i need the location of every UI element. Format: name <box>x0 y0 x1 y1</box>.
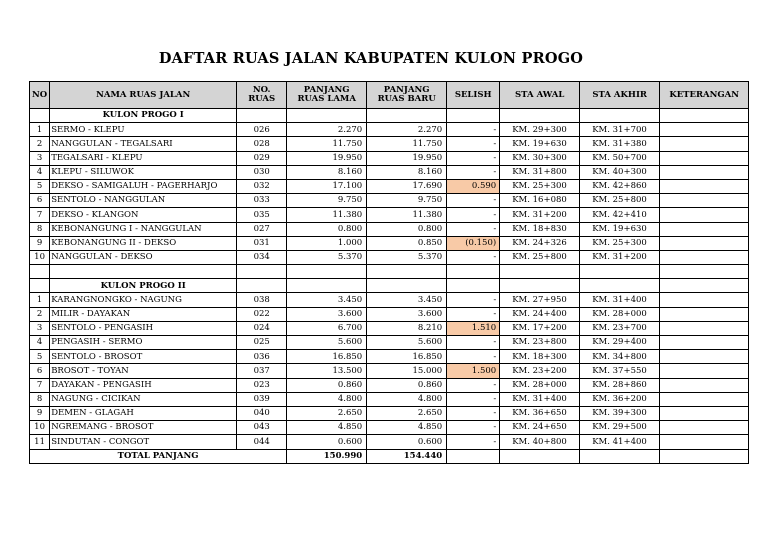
note <box>660 236 749 250</box>
empty-cell <box>287 279 367 293</box>
table-row <box>30 378 749 392</box>
empty-cell <box>580 449 660 463</box>
total-row <box>30 449 749 463</box>
sta-end: KM. 31+380 <box>580 137 660 151</box>
empty-cell <box>237 279 287 293</box>
sta-end: KM. 41+400 <box>580 435 660 449</box>
old-length: 8.160 <box>287 165 367 179</box>
sta-start: KM. 23+200 <box>500 364 580 378</box>
row-number: 2 <box>30 307 50 321</box>
road-code: 040 <box>237 406 287 420</box>
new-length: 9.750 <box>367 194 447 208</box>
sta-end: KM. 34+800 <box>580 350 660 364</box>
road-name: SERMO - KLEPU <box>50 123 237 137</box>
note <box>660 250 749 264</box>
sta-start: KM. 27+950 <box>500 293 580 307</box>
note <box>660 151 749 165</box>
new-length: 0.800 <box>367 222 447 236</box>
empty-cell <box>580 279 660 293</box>
header-road-number: NO. RUAS <box>237 82 287 109</box>
table-row <box>30 123 749 137</box>
row-number: 8 <box>30 392 50 406</box>
table-row <box>30 392 749 406</box>
sta-end: KM. 29+500 <box>580 421 660 435</box>
note <box>660 364 749 378</box>
road-name: SENTOLO - NANGGULAN <box>50 194 237 208</box>
sta-end: KM. 31+200 <box>580 250 660 264</box>
row-number: 4 <box>30 336 50 350</box>
sta-start: KM. 29+300 <box>500 123 580 137</box>
new-length: 15.000 <box>367 364 447 378</box>
road-name: KARANGNONGKO - NAGUNG <box>50 293 237 307</box>
length-difference: - <box>447 378 500 392</box>
header-sta-end: STA AKHIR <box>580 82 660 109</box>
empty-cell <box>660 265 749 279</box>
old-length: 13.500 <box>287 364 367 378</box>
road-code: 044 <box>237 435 287 449</box>
row-number: 9 <box>30 236 50 250</box>
note <box>660 194 749 208</box>
header-sta-start: STA AWAL <box>500 82 580 109</box>
empty-cell <box>447 449 500 463</box>
table-header-row <box>30 82 749 109</box>
road-list-table <box>29 81 749 464</box>
row-number: 7 <box>30 378 50 392</box>
length-difference: - <box>447 123 500 137</box>
sta-start: KM. 19+630 <box>500 137 580 151</box>
empty-cell <box>30 279 50 293</box>
row-number: 10 <box>30 421 50 435</box>
road-name: TEGALSARI - KLEPU <box>50 151 237 165</box>
sta-start: KM. 17+200 <box>500 321 580 335</box>
new-length: 5.600 <box>367 336 447 350</box>
length-difference: - <box>447 435 500 449</box>
row-number: 6 <box>30 194 50 208</box>
old-length: 4.850 <box>287 421 367 435</box>
road-name: NAGUNG - CICIKAN <box>50 392 237 406</box>
new-length: 8.160 <box>367 165 447 179</box>
old-length: 9.750 <box>287 194 367 208</box>
table-row <box>30 165 749 179</box>
length-difference: 1.500 <box>447 364 500 378</box>
note <box>660 336 749 350</box>
new-length: 2.270 <box>367 123 447 137</box>
road-code: 025 <box>237 336 287 350</box>
empty-cell <box>367 279 447 293</box>
note <box>660 208 749 222</box>
empty-cell <box>50 265 237 279</box>
new-length: 5.370 <box>367 250 447 264</box>
table-row <box>30 364 749 378</box>
sta-start: KM. 24+650 <box>500 421 580 435</box>
empty-cell <box>30 265 50 279</box>
sta-start: KM. 31+800 <box>500 165 580 179</box>
sta-end: KM. 19+630 <box>580 222 660 236</box>
sta-end: KM. 39+300 <box>580 406 660 420</box>
row-number: 9 <box>30 406 50 420</box>
old-length: 19.950 <box>287 151 367 165</box>
old-length: 3.600 <box>287 307 367 321</box>
old-length: 17.100 <box>287 179 367 193</box>
sta-start: KM. 31+400 <box>500 392 580 406</box>
note <box>660 307 749 321</box>
length-difference: - <box>447 336 500 350</box>
sta-start: KM. 28+000 <box>500 378 580 392</box>
old-length: 6.700 <box>287 321 367 335</box>
new-length: 0.600 <box>367 435 447 449</box>
empty-cell <box>500 265 580 279</box>
note <box>660 406 749 420</box>
sta-start: KM. 18+830 <box>500 222 580 236</box>
sta-start: KM. 30+300 <box>500 151 580 165</box>
table-row <box>30 151 749 165</box>
length-difference: - <box>447 350 500 364</box>
old-length: 16.850 <box>287 350 367 364</box>
road-code: 031 <box>237 236 287 250</box>
road-code: 028 <box>237 137 287 151</box>
old-length: 1.000 <box>287 236 367 250</box>
sta-start: KM. 40+800 <box>500 435 580 449</box>
note <box>660 421 749 435</box>
new-length: 2.650 <box>367 406 447 420</box>
road-code: 027 <box>237 222 287 236</box>
document-title: DAFTAR RUAS JALAN KABUPATEN KULON PROGO <box>158 50 584 67</box>
note <box>660 222 749 236</box>
road-name: DEKSO - KLANGON <box>50 208 237 222</box>
road-code: 026 <box>237 123 287 137</box>
header-road-name: NAMA RUAS JALAN <box>50 82 237 109</box>
road-name: DEMEN - GLAGAH <box>50 406 237 420</box>
header-old-length: PANJANG RUAS LAMA <box>287 82 367 109</box>
sta-start: KM. 25+300 <box>500 179 580 193</box>
table-row <box>30 350 749 364</box>
row-number: 5 <box>30 350 50 364</box>
road-name: SINDUTAN - CONGOT <box>50 435 237 449</box>
sta-end: KM. 25+800 <box>580 194 660 208</box>
total-new-length: 154.440 <box>367 449 447 463</box>
length-difference: - <box>447 194 500 208</box>
sta-end: KM. 36+200 <box>580 392 660 406</box>
note <box>660 137 749 151</box>
table-row <box>30 222 749 236</box>
empty-cell <box>287 265 367 279</box>
empty-cell <box>237 109 287 123</box>
note <box>660 350 749 364</box>
table-row <box>30 336 749 350</box>
row-number: 10 <box>30 250 50 264</box>
empty-cell <box>500 449 580 463</box>
old-length: 0.860 <box>287 378 367 392</box>
new-length: 11.380 <box>367 208 447 222</box>
road-code: 023 <box>237 378 287 392</box>
table-body <box>30 109 749 464</box>
sta-start: KM. 31+200 <box>500 208 580 222</box>
table-row <box>30 179 749 193</box>
new-length: 17.690 <box>367 179 447 193</box>
new-length: 4.800 <box>367 392 447 406</box>
old-length: 5.370 <box>287 250 367 264</box>
row-number: 1 <box>30 293 50 307</box>
road-code: 038 <box>237 293 287 307</box>
road-name: MILIR - DAYAKAN <box>50 307 237 321</box>
sta-end: KM. 31+700 <box>580 123 660 137</box>
empty-cell <box>660 449 749 463</box>
road-code: 032 <box>237 179 287 193</box>
road-code: 024 <box>237 321 287 335</box>
total-old-length: 150.990 <box>287 449 367 463</box>
table-row <box>30 293 749 307</box>
sta-end: KM. 40+300 <box>580 165 660 179</box>
spacer-row <box>30 265 749 279</box>
old-length: 4.800 <box>287 392 367 406</box>
table-row <box>30 236 749 250</box>
road-name: PENGASIH - SERMO <box>50 336 237 350</box>
length-difference: - <box>447 208 500 222</box>
length-difference: - <box>447 151 500 165</box>
header-note: KETERANGAN <box>660 82 749 109</box>
row-number: 7 <box>30 208 50 222</box>
empty-cell <box>580 265 660 279</box>
road-code: 039 <box>237 392 287 406</box>
sta-end: KM. 42+860 <box>580 179 660 193</box>
road-name: KEBONANGUNG I - NANGGULAN <box>50 222 237 236</box>
sta-end: KM. 42+410 <box>580 208 660 222</box>
road-name: BROSOT - TOYAN <box>50 364 237 378</box>
old-length: 2.270 <box>287 123 367 137</box>
note <box>660 179 749 193</box>
sta-start: KM. 36+650 <box>500 406 580 420</box>
header-difference: SELISH <box>447 82 500 109</box>
sta-end: KM. 28+000 <box>580 307 660 321</box>
sta-start: KM. 18+300 <box>500 350 580 364</box>
length-difference: - <box>447 250 500 264</box>
road-name: KEBONANGUNG II - DEKSO <box>50 236 237 250</box>
road-code: 043 <box>237 421 287 435</box>
sta-end: KM. 50+700 <box>580 151 660 165</box>
empty-cell <box>367 109 447 123</box>
row-number: 4 <box>30 165 50 179</box>
sta-end: KM. 23+700 <box>580 321 660 335</box>
new-length: 19.950 <box>367 151 447 165</box>
note <box>660 123 749 137</box>
empty-cell <box>660 279 749 293</box>
sta-start: KM. 23+800 <box>500 336 580 350</box>
table-row <box>30 194 749 208</box>
road-name: SENTOLO - PENGASIH <box>50 321 237 335</box>
empty-cell <box>500 109 580 123</box>
road-code: 022 <box>237 307 287 321</box>
road-code: 037 <box>237 364 287 378</box>
note <box>660 435 749 449</box>
sta-start: KM. 16+080 <box>500 194 580 208</box>
road-code: 033 <box>237 194 287 208</box>
road-name: NANGGULAN - TEGALSARI <box>50 137 237 151</box>
new-length: 11.750 <box>367 137 447 151</box>
road-name: NANGGULAN - DEKSO <box>50 250 237 264</box>
old-length: 2.650 <box>287 406 367 420</box>
row-number: 3 <box>30 321 50 335</box>
road-code: 036 <box>237 350 287 364</box>
sta-end: KM. 28+860 <box>580 378 660 392</box>
length-difference: - <box>447 293 500 307</box>
empty-cell <box>660 109 749 123</box>
table-row <box>30 137 749 151</box>
new-length: 0.860 <box>367 378 447 392</box>
row-number: 6 <box>30 364 50 378</box>
empty-cell <box>447 265 500 279</box>
note <box>660 378 749 392</box>
length-difference: 1.510 <box>447 321 500 335</box>
table-row <box>30 435 749 449</box>
table-row <box>30 421 749 435</box>
length-difference: - <box>447 421 500 435</box>
road-name: NGREMANG - BROSOT <box>50 421 237 435</box>
group-header-row <box>30 279 749 293</box>
table-row <box>30 307 749 321</box>
road-name: SENTOLO - BROSOT <box>50 350 237 364</box>
sta-start: KM. 25+800 <box>500 250 580 264</box>
old-length: 3.450 <box>287 293 367 307</box>
table-row <box>30 208 749 222</box>
table-row <box>30 321 749 335</box>
old-length: 0.800 <box>287 222 367 236</box>
road-code: 030 <box>237 165 287 179</box>
group-label: KULON PROGO I <box>50 109 237 123</box>
length-difference: 0.590 <box>447 179 500 193</box>
note <box>660 165 749 179</box>
road-code: 035 <box>237 208 287 222</box>
length-difference: - <box>447 307 500 321</box>
new-length: 8.210 <box>367 321 447 335</box>
empty-cell <box>447 109 500 123</box>
length-difference: - <box>447 406 500 420</box>
new-length: 4.850 <box>367 421 447 435</box>
road-name: KLEPU - SILUWOK <box>50 165 237 179</box>
total-label: TOTAL PANJANG <box>30 449 287 463</box>
length-difference: (0.150) <box>447 236 500 250</box>
group-header-row <box>30 109 749 123</box>
note <box>660 392 749 406</box>
row-number: 1 <box>30 123 50 137</box>
empty-cell <box>447 279 500 293</box>
table-row <box>30 250 749 264</box>
old-length: 0.600 <box>287 435 367 449</box>
sta-start: KM. 24+400 <box>500 307 580 321</box>
road-name: DEKSO - SAMIGALUH - PAGERHARJO <box>50 179 237 193</box>
note <box>660 293 749 307</box>
empty-cell <box>500 279 580 293</box>
new-length: 3.450 <box>367 293 447 307</box>
empty-cell <box>367 265 447 279</box>
road-name: DAYAKAN - PENGASIH <box>50 378 237 392</box>
length-difference: - <box>447 222 500 236</box>
new-length: 16.850 <box>367 350 447 364</box>
road-code: 029 <box>237 151 287 165</box>
header-no: NO <box>30 82 50 109</box>
length-difference: - <box>447 165 500 179</box>
empty-cell <box>30 109 50 123</box>
length-difference: - <box>447 392 500 406</box>
length-difference: - <box>447 137 500 151</box>
empty-cell <box>237 265 287 279</box>
old-length: 5.600 <box>287 336 367 350</box>
header-new-length: PANJANG RUAS BARU <box>367 82 447 109</box>
row-number: 5 <box>30 179 50 193</box>
group-label: KULON PROGO II <box>50 279 237 293</box>
sta-start: KM. 24+326 <box>500 236 580 250</box>
empty-cell <box>580 109 660 123</box>
new-length: 0.850 <box>367 236 447 250</box>
row-number: 3 <box>30 151 50 165</box>
row-number: 11 <box>30 435 50 449</box>
row-number: 2 <box>30 137 50 151</box>
old-length: 11.750 <box>287 137 367 151</box>
empty-cell <box>287 109 367 123</box>
sta-end: KM. 25+300 <box>580 236 660 250</box>
sta-end: KM. 37+550 <box>580 364 660 378</box>
road-code: 034 <box>237 250 287 264</box>
sta-end: KM. 29+400 <box>580 336 660 350</box>
note <box>660 321 749 335</box>
table-row <box>30 406 749 420</box>
row-number: 8 <box>30 222 50 236</box>
sta-end: KM. 31+400 <box>580 293 660 307</box>
new-length: 3.600 <box>367 307 447 321</box>
old-length: 11.380 <box>287 208 367 222</box>
